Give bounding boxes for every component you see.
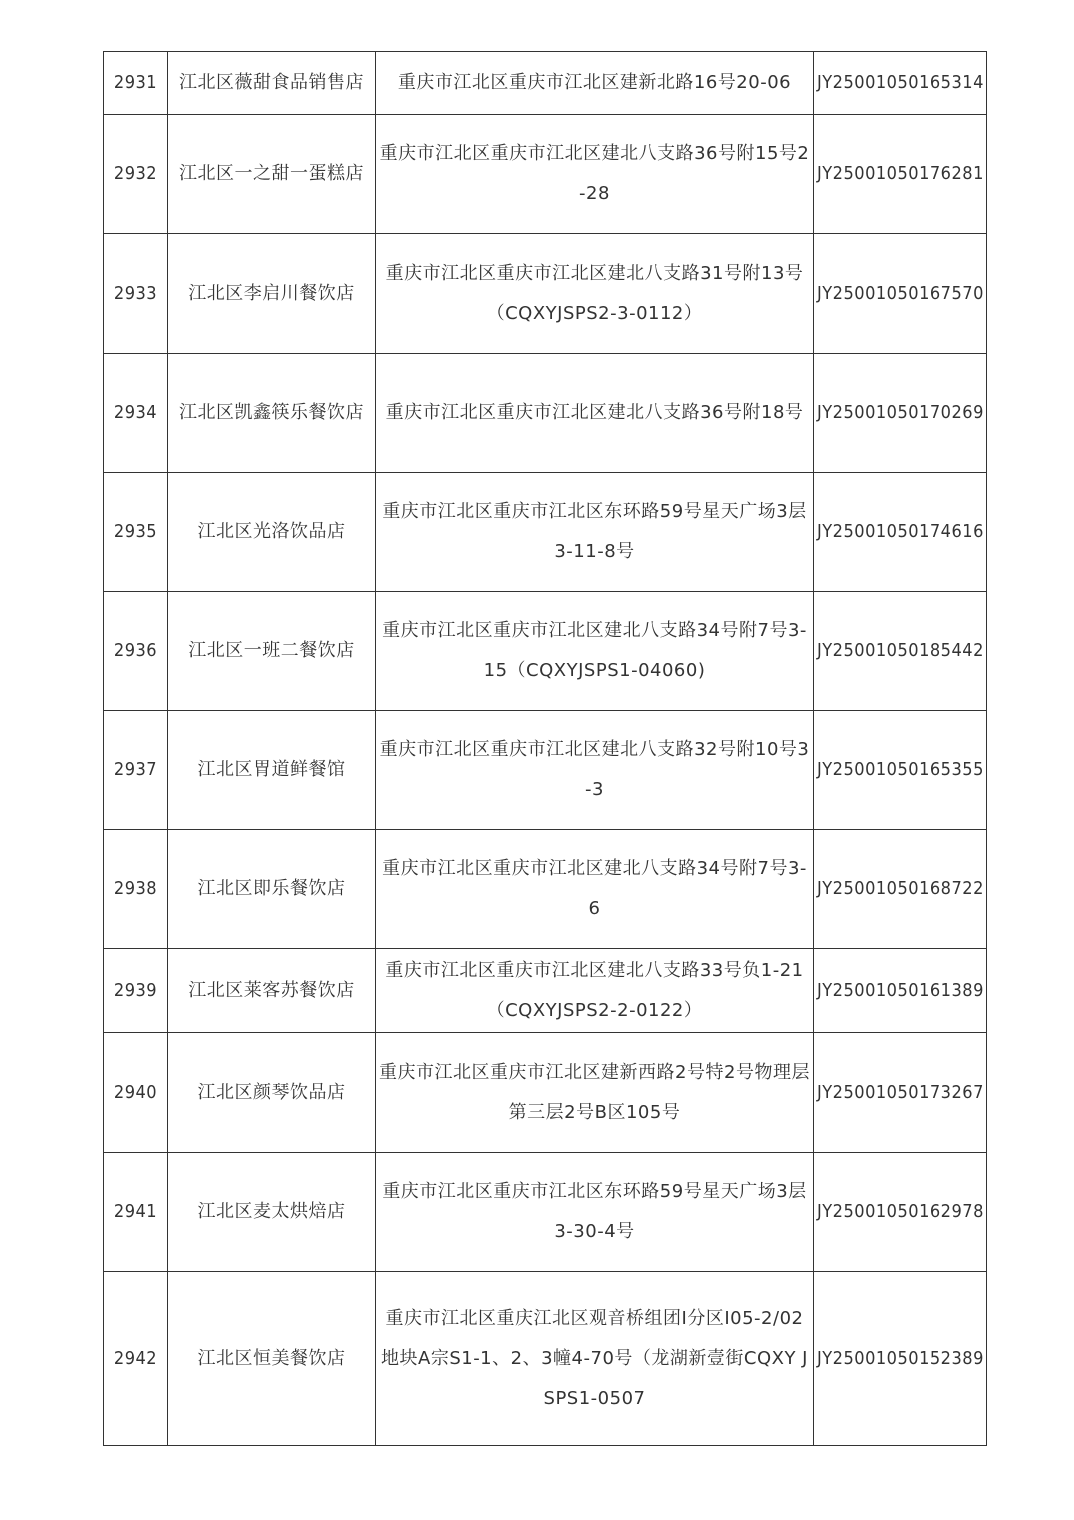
records-table	[103, 51, 987, 1446]
business-address: 重庆市江北区重庆市江北区建北八支路34号附7号3-15（CQXYJSPS1-04060)	[376, 592, 814, 711]
business-name: 江北区胃道鲜餐馆	[168, 711, 376, 830]
business-address: 重庆市江北区重庆市江北区东环路59号星天广场3层3-11-8号	[376, 473, 814, 592]
business-name: 江北区颜琴饮品店	[168, 1033, 376, 1153]
license-number: JY25001050152389	[814, 1272, 987, 1446]
license-number: JY25001050173267	[814, 1033, 987, 1153]
row-number: 2939	[104, 949, 168, 1033]
license-number: JY25001050162978	[814, 1153, 987, 1272]
license-number: JY25001050170269	[814, 354, 987, 473]
license-number: JY25001050185442	[814, 592, 987, 711]
table-row	[104, 473, 987, 592]
table-row	[104, 1033, 987, 1153]
row-number: 2934	[104, 354, 168, 473]
business-name: 江北区凯鑫筷乐餐饮店	[168, 354, 376, 473]
business-address: 重庆市江北区重庆市江北区建北八支路36号附15号2-28	[376, 115, 814, 234]
business-name: 江北区光洛饮品店	[168, 473, 376, 592]
business-address: 重庆市江北区重庆市江北区建北八支路32号附10号3-3	[376, 711, 814, 830]
table-row	[104, 949, 987, 1033]
license-number: JY25001050167570	[814, 234, 987, 354]
row-number: 2942	[104, 1272, 168, 1446]
business-name: 江北区李启川餐饮店	[168, 234, 376, 354]
row-number: 2932	[104, 115, 168, 234]
row-number: 2941	[104, 1153, 168, 1272]
row-number: 2933	[104, 234, 168, 354]
business-address: 重庆市江北区重庆市江北区建北八支路31号附13号（CQXYJSPS2-3-0112）	[376, 234, 814, 354]
business-address: 重庆市江北区重庆市江北区建北八支路33号负1-21（CQXYJSPS2-2-0122）	[376, 949, 814, 1033]
business-name: 江北区即乐餐饮店	[168, 830, 376, 949]
table-row	[104, 234, 987, 354]
business-name: 江北区一班二餐饮店	[168, 592, 376, 711]
row-number: 2935	[104, 473, 168, 592]
table-row	[104, 354, 987, 473]
business-name: 江北区麦太烘焙店	[168, 1153, 376, 1272]
license-number: JY25001050168722	[814, 830, 987, 949]
table-row	[104, 1153, 987, 1272]
row-number: 2931	[104, 52, 168, 115]
table-row	[104, 830, 987, 949]
license-number: JY25001050165314	[814, 52, 987, 115]
business-address: 重庆市江北区重庆市江北区建北八支路36号附18号	[376, 354, 814, 473]
table-row	[104, 1272, 987, 1446]
license-number: JY25001050165355	[814, 711, 987, 830]
row-number: 2937	[104, 711, 168, 830]
business-address: 重庆市江北区重庆市江北区建新西路2号特2号物理层第三层2号B区105号	[376, 1033, 814, 1153]
business-name: 江北区恒美餐饮店	[168, 1272, 376, 1446]
table-row	[104, 115, 987, 234]
business-name: 江北区薇甜食品销售店	[168, 52, 376, 115]
business-address: 重庆市江北区重庆市江北区建新北路16号20-06	[376, 52, 814, 115]
row-number: 2940	[104, 1033, 168, 1153]
license-number: JY25001050176281	[814, 115, 987, 234]
table-row	[104, 711, 987, 830]
business-name: 江北区莱客苏餐饮店	[168, 949, 376, 1033]
row-number: 2938	[104, 830, 168, 949]
license-number: JY25001050161389	[814, 949, 987, 1033]
table-row	[104, 52, 987, 115]
business-address: 重庆市江北区重庆江北区观音桥组团Ⅰ分区I05-2/02地块A宗S1-1、2、3幢4-70号（龙湖新壹街CQXY JSPS1-0507	[376, 1272, 814, 1446]
business-address: 重庆市江北区重庆市江北区建北八支路34号附7号3-6	[376, 830, 814, 949]
row-number: 2936	[104, 592, 168, 711]
business-name: 江北区一之甜一蛋糕店	[168, 115, 376, 234]
table-row	[104, 592, 987, 711]
business-address: 重庆市江北区重庆市江北区东环路59号星天广场3层3-30-4号	[376, 1153, 814, 1272]
license-number: JY25001050174616	[814, 473, 987, 592]
